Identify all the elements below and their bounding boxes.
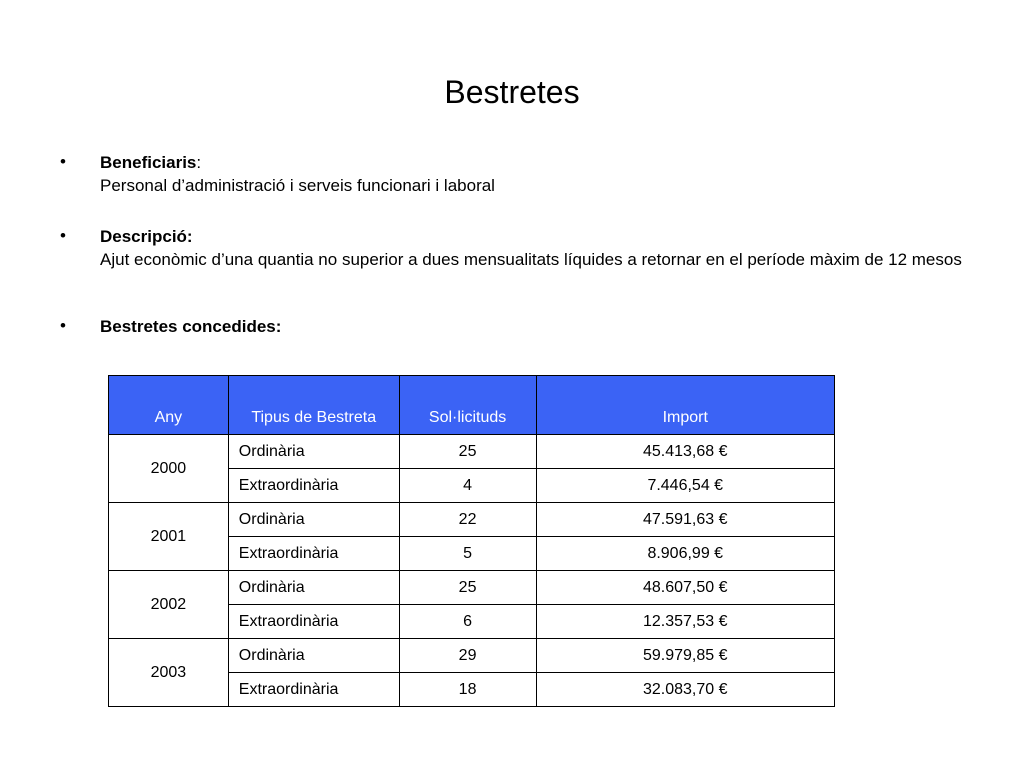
type-cell: Ordinària (228, 639, 399, 673)
bullet-marker: • (60, 152, 66, 171)
year-cell: 2003 (109, 639, 229, 707)
bullet-concedides (60, 316, 281, 338)
table-header-row (109, 376, 835, 435)
bullet-heading (100, 152, 495, 174)
bullet-heading-suffix: : (196, 153, 202, 172)
requests-cell: 5 (399, 537, 536, 571)
bullet-marker: • (60, 226, 66, 245)
amount-cell: 45.413,68 € (536, 435, 834, 469)
requests-cell: 6 (399, 605, 536, 639)
header-tipus: Tipus de Bestreta (228, 376, 399, 435)
requests-cell: 25 (399, 435, 536, 469)
requests-cell: 29 (399, 639, 536, 673)
table-row (109, 503, 835, 537)
amount-cell: 8.906,99 € (536, 537, 834, 571)
header-import: Import (536, 376, 834, 435)
type-cell: Ordinària (228, 571, 399, 605)
year-cell: 2002 (109, 571, 229, 639)
bullet-heading-text: Beneficiaris (100, 153, 197, 172)
requests-cell: 18 (399, 673, 536, 707)
requests-cell: 4 (399, 469, 536, 503)
bullet-marker: • (60, 316, 66, 335)
table-row (109, 571, 835, 605)
amount-cell: 48.607,50 € (536, 571, 834, 605)
type-cell: Extraordinària (228, 605, 399, 639)
header-sollicituds: Sol·licituds (399, 376, 536, 435)
type-cell: Extraordinària (228, 673, 399, 707)
requests-cell: 25 (399, 571, 536, 605)
type-cell: Ordinària (228, 503, 399, 537)
type-cell: Ordinària (228, 435, 399, 469)
bullet-heading: Bestretes concedides: (100, 317, 282, 336)
amount-cell: 7.446,54 € (536, 469, 834, 503)
type-cell: Extraordinària (228, 469, 399, 503)
amount-cell: 32.083,70 € (536, 673, 834, 707)
year-cell: 2000 (109, 435, 229, 503)
type-cell: Extraordinària (228, 537, 399, 571)
bullet-descripcio (60, 226, 980, 270)
table-row (109, 435, 835, 469)
header-any: Any (109, 376, 229, 435)
year-cell: 2001 (109, 503, 229, 571)
bullet-heading: Descripció: (100, 227, 193, 246)
table-row (109, 639, 835, 673)
advances-table (108, 375, 835, 707)
amount-cell: 59.979,85 € (536, 639, 834, 673)
bullet-body: Personal d’administració i serveis funcionari i laboral (100, 176, 495, 195)
bullet-beneficiaris (60, 152, 495, 196)
page-title: Bestretes (444, 74, 580, 110)
amount-cell: 12.357,53 € (536, 605, 834, 639)
requests-cell: 22 (399, 503, 536, 537)
bullet-body: Ajut econòmic d’una quantia no superior a dues mensualitats líquides a retornar en el període màxim de 12 mesos (100, 250, 962, 269)
amount-cell: 47.591,63 € (536, 503, 834, 537)
